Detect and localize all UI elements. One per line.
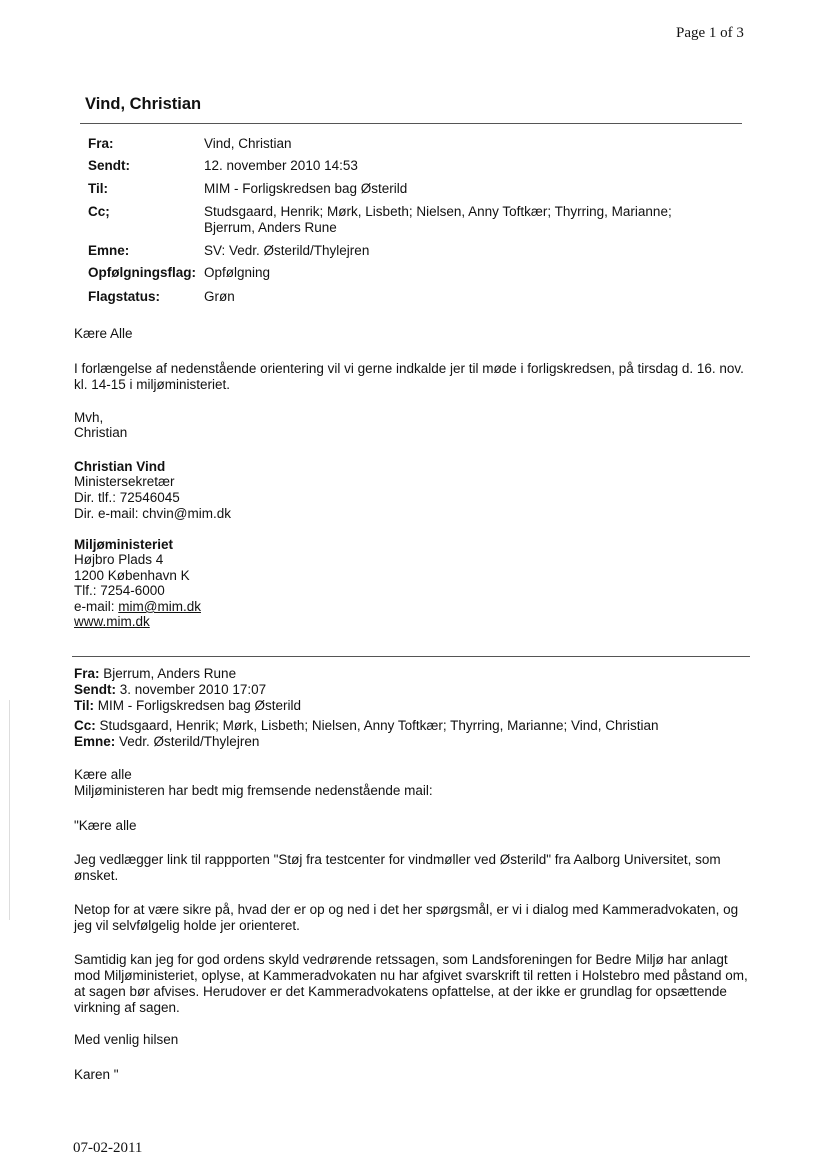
footer-date: 07-02-2011 <box>73 1140 143 1156</box>
forward-subject-label: Emne: <box>74 734 116 749</box>
header-label: Opfølgningsflag: <box>88 265 196 280</box>
org-website-link[interactable]: www.mim.dk <box>74 614 150 629</box>
email-closing: Mvh, <box>74 410 104 425</box>
header-row-to <box>88 181 724 197</box>
header-value: SV: Vedr. Østerild/Thylejren <box>204 243 370 258</box>
header-value: Vind, Christian <box>204 136 292 151</box>
forward-to-label: Til: <box>74 698 94 713</box>
org-city: 1200 København K <box>74 568 190 583</box>
quote-paragraph: Samtidig kan jeg for god ordens skyld vedrørende retssagen, som Landsforeningen for Bedre Miljø har anlagt mod Miljøministeriet, oplyse, at Kammeradvokaten nu har afgivet svarskrift til retten i Holstebro med påstand om, at sagen bør afvises. Herudover er det Kammeradvokatens opfattelse, at der ikke er grundlag for opsættende virkning af sagen. <box>74 952 748 1015</box>
org-email-line <box>74 599 754 615</box>
org-email-label: e-mail: <box>74 599 119 614</box>
signature-title: Ministersekretær <box>74 474 175 489</box>
forward-from-value: Bjerrum, Anders Rune <box>99 666 237 681</box>
header-value: Opfølgning <box>204 265 271 280</box>
quote-paragraph: Netop for at være sikre på, hvad der er op og ned i det her spørgsmål, er vi i dialog med Kammeradvokaten, og jeg vil selvfølgelig holde jer orienteret. <box>74 902 739 933</box>
forward-from <box>74 666 754 682</box>
header-value: Grøn <box>204 289 235 304</box>
header-row-subject <box>88 243 724 259</box>
forward-greeting: Kære alle <box>74 767 132 782</box>
header-label: Cc; <box>88 204 110 219</box>
forward-to-value: MIM - Forligskredsen bag Østerild <box>94 698 302 713</box>
email-sender-title: Vind, Christian <box>85 95 202 113</box>
header-value: 12. november 2010 14:53 <box>204 158 358 173</box>
forward-sent-value: 3. november 2010 17:07 <box>116 682 267 697</box>
header-row-cc <box>88 204 724 236</box>
header-label: Emne: <box>88 243 130 258</box>
org-email-link[interactable]: mim@mim.dk <box>118 599 201 614</box>
org-website-line <box>74 614 754 630</box>
header-value: Studsgaard, Henrik; Mørk, Lisbeth; Nielsen, Anny Toftkær; Thyrring, Marianne; Bjerrum, Anders Rune <box>204 204 672 235</box>
quote-sign-off: Med venlig hilsen <box>74 1032 179 1047</box>
forward-from-label: Fra: <box>74 666 100 681</box>
email-body: I forlængelse af nedenstående orientering vil vi gerne indkalde jer til møde i forligskredsen, på tirsdag d. 16. nov. kl. 14-15 i miljøministeriet. <box>74 361 744 392</box>
header-label: Sendt: <box>88 158 130 173</box>
header-row-flag-status <box>88 289 724 305</box>
forward-sent <box>74 682 754 698</box>
header-row-sent <box>88 158 724 174</box>
signature-email: Dir. e-mail: chvin@mim.dk <box>74 506 231 521</box>
org-street: Højbro Plads 4 <box>74 552 164 567</box>
forward-intro: Miljøministeren har bedt mig fremsende nedenstående mail: <box>74 783 433 798</box>
forward-sent-label: Sendt: <box>74 682 116 697</box>
forward-cc-label: Cc: <box>74 718 96 733</box>
header-label: Fra: <box>88 136 114 151</box>
forward-to <box>74 698 754 714</box>
header-label: Flagstatus: <box>88 289 161 304</box>
header-row-followup-flag <box>88 265 724 281</box>
header-divider <box>80 123 742 124</box>
forward-cc-value: Studsgaard, Henrik; Mørk, Lisbeth; Nielsen, Anny Toftkær; Thyrring, Marianne; Vind, Christian <box>95 718 659 733</box>
org-phone: Tlf.: 7254-6000 <box>74 583 165 598</box>
email-closing-name: Christian <box>74 425 128 440</box>
forward-subject <box>74 734 754 750</box>
quote-signer: Karen " <box>74 1067 119 1082</box>
scan-margin-mark <box>9 700 10 920</box>
quote-greeting: "Kære alle <box>74 818 137 833</box>
forward-subject-value: Vedr. Østerild/Thylejren <box>115 734 260 749</box>
header-row-from <box>88 136 724 152</box>
page-number: Page 1 of 3 <box>676 25 744 41</box>
header-value: MIM - Forligskredsen bag Østerild <box>204 181 408 196</box>
forward-cc <box>74 718 754 734</box>
quote-paragraph: Jeg vedlægger link til rappporten "Støj fra testcenter for vindmøller ved Østerild" fra Aalborg Universitet, som ønsket. <box>74 852 721 883</box>
header-label: Til: <box>88 181 108 196</box>
signature-phone: Dir. tlf.: 72546045 <box>74 490 180 505</box>
org-name: Miljøministeriet <box>74 537 174 552</box>
signature-name: Christian Vind <box>74 459 166 474</box>
email-greeting: Kære Alle <box>74 326 133 341</box>
forward-divider <box>72 656 750 657</box>
